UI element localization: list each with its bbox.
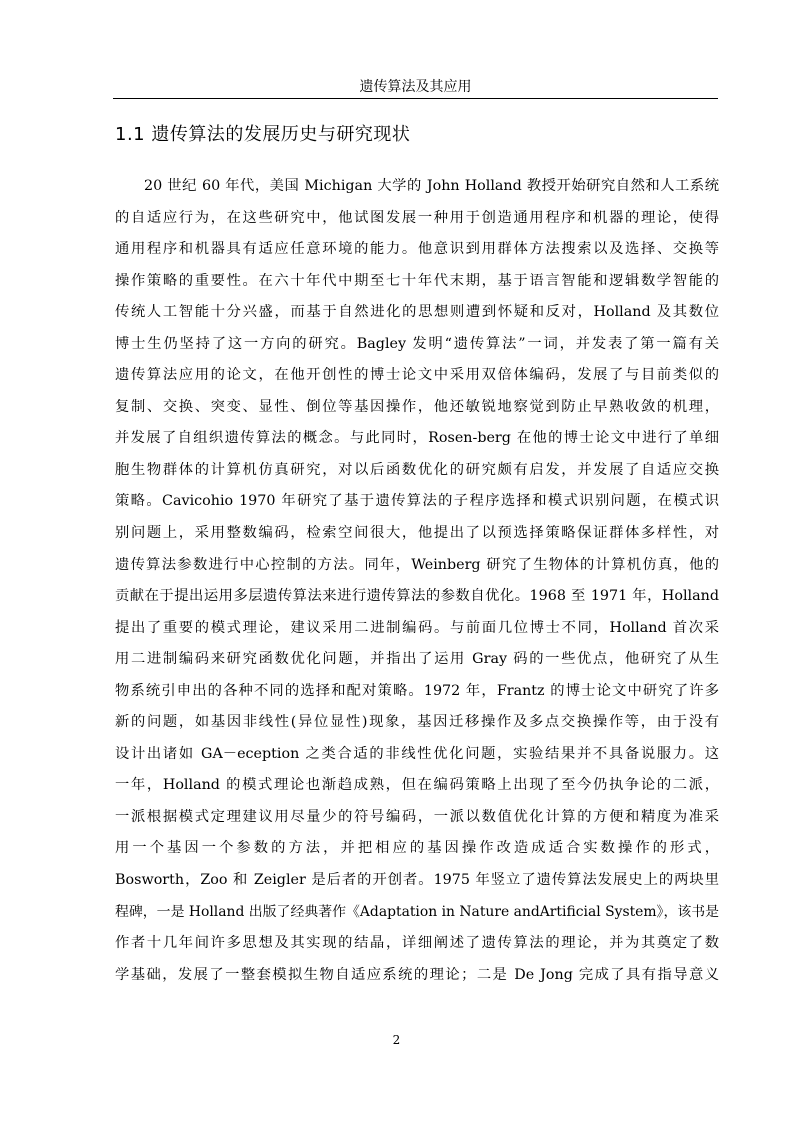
paragraph-line: 用一个基因一个参数的方法，并把相应的基因操作改造成适合实数操作的形式，	[115, 840, 719, 857]
paragraph-line: 别问题上，采用整数编码，检索空间很大，他提出了以预选择策略保证群体多样性，对	[115, 525, 719, 542]
paragraph-line: 用二进制编码来研究函数优化问题，并指出了运用 Gray 码的一些优点，他研究了从生	[115, 651, 719, 668]
header-rule	[113, 98, 718, 99]
paragraph-line: 的自适应行为，在这些研究中，他试图发展一种用于创造通用程序和机器的理论，使得	[115, 209, 719, 226]
paragraph-line: 操作策略的重要性。在六十年代中期至七十年代末期，基于语言智能和逻辑数学智能的	[115, 272, 719, 289]
paragraph-line: 传统人工智能十分兴盛，而基于自然进化的思想则遭到怀疑和反对，Holland 及其数位	[115, 304, 719, 321]
paragraph-line: 胞生物群体的计算机仿真研究，对以后函数优化的研究颇有启发，并发展了自适应交换	[115, 461, 719, 478]
paragraph-line: 一派根据模式定理建议用尽量少的符号编码，一派以数值优化计算的方便和精度为准采	[115, 808, 719, 825]
paragraph-line: 新的问题，如基因非线性(异位显性)现象，基因迁移操作及多点交换操作等，由于没有	[115, 714, 719, 731]
section-heading: 1.1 遗传算法的发展历史与研究现状	[115, 124, 411, 145]
paragraph-line: 设计出诸如 GA－eception 之类合适的非线性优化问题，实验结果并不具备说服力。这	[115, 745, 719, 762]
paragraph-line: 遗传算法应用的论文，在他开创性的博士论文中采用双倍体编码，发展了与目前类似的	[115, 367, 719, 384]
paragraph-line: 贡献在于提出运用多层遗传算法来进行遗传算法的参数自优化。1968 至 1971 年，Holland	[115, 588, 719, 605]
paragraph-line: 学基础，发展了一整套模拟生物自适应系统的理论；二是 De Jong 完成了具有指导意义	[115, 966, 719, 983]
paragraph-line: 提出了重要的模式理论，建议采用二进制编码。与前面几位博士不同，Holland 首次采	[115, 619, 719, 636]
paragraph-line: 复制、交换、突变、显性、倒位等基因操作，他还敏锐地察觉到防止早熟收敛的机理，	[115, 398, 719, 415]
paragraph-line: 20 世纪 60 年代，美国 Michigan 大学的 John Holland 教授开始研究自然和人工系统	[144, 178, 719, 194]
paragraph-line: 并发展了自组织遗传算法的概念。与此同时，Rosen-berg 在他的博士论文中进行了单细	[115, 430, 719, 447]
page-number: 2	[392, 1033, 401, 1047]
paragraph-line: 作者十几年间许多思想及其实现的结晶，详细阐述了遗传算法的理论，并为其奠定了数	[115, 935, 719, 952]
paragraph-line: 物系统引申出的各种不同的选择和配对策略。1972 年，Frantz 的博士论文中研究了许多	[115, 682, 719, 699]
paragraph-line: 通用程序和机器具有适应任意环境的能力。他意识到用群体方法搜索以及选择、交换等	[115, 241, 719, 258]
paragraph-line: 遗传算法参数进行中心控制的方法。同年，Weinberg 研究了生物体的计算机仿真，他的	[115, 556, 719, 573]
running-header: 遗传算法及其应用	[359, 79, 472, 95]
paragraph-line: Bosworth，Zoo 和 Zeigler 是后者的开创者。1975 年竖立了遗传算法发展史上的两块里	[115, 872, 719, 889]
paragraph-line: 策略。Cavicohio 1970 年研究了基于遗传算法的子程序选择和模式识别问题，在模式识	[115, 493, 719, 510]
paragraph-line: 博士生仍坚持了这一方向的研究。Bagley 发明“遗传算法”一词，并发表了第一篇有关	[115, 335, 719, 352]
paragraph-line: 程碑，一是 Holland 出版了经典著作《Adaptation in Nature andArtificial System》，该书是	[115, 903, 720, 920]
paragraph-line: 一年，Holland 的模式理论也渐趋成熟，但在编码策略上出现了至今仍执争论的二派，	[115, 777, 719, 794]
body-paragraph	[115, 171, 719, 991]
